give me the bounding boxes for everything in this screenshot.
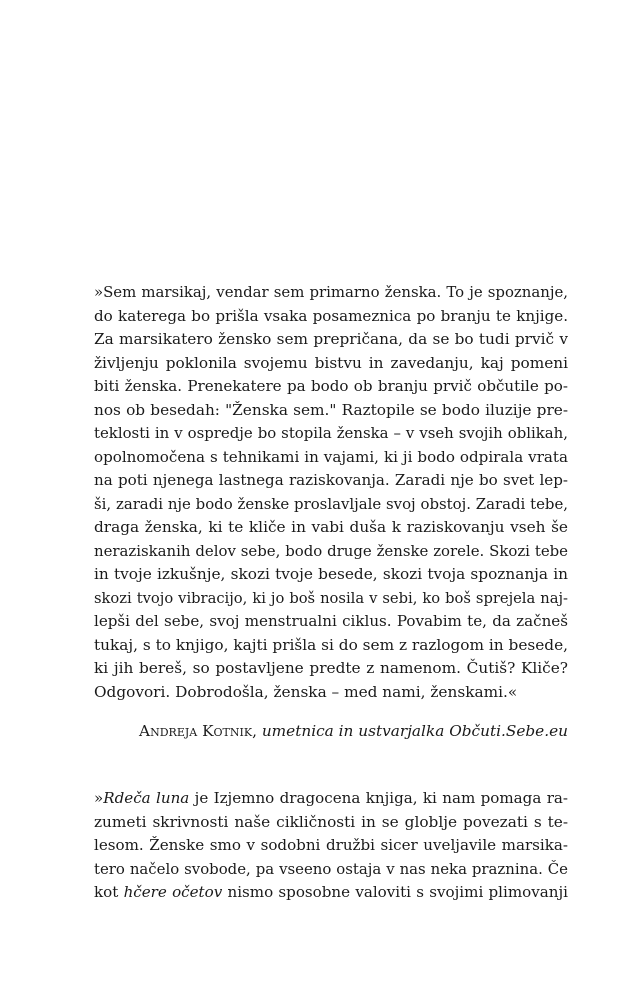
quote-line: opolnomočena s tehnikami in vajami, ki ji bodo odpirala vrata: [94, 447, 568, 466]
attribution-separator: ,: [252, 722, 262, 740]
quote-text: nismo sposobne valoviti s svojimi plimovanji: [222, 883, 568, 901]
quote-line: »Sem marsikaj, vendar sem primarno ženska. To je spoznanje,: [94, 283, 568, 301]
emphasis-text: hčere očetov: [123, 883, 223, 901]
quote-line: lepši del sebe, svoj menstrualni ciklus. Povabim te, da začneš: [94, 612, 568, 630]
quote-line: nos ob besedah: "Ženska sem." Raztopile se bodo iluzije pre-: [94, 400, 568, 419]
quote-line: skozi tvojo vibracijo, ki jo boš nosila v sebi, ko boš sprejela naj-: [94, 589, 568, 607]
quote-line: lesom. Ženske smo v sodobni družbi sicer uveljavile marsika-: [94, 836, 568, 854]
quote-line: do katerega bo prišla vsaka posameznica po branju te knjige.: [94, 306, 568, 325]
quote-line: [94, 787, 568, 811]
author-role: umetnica in ustvarjalka Občuti.Sebe.eu: [261, 722, 568, 740]
quote-line: na poti njenega lastnega raziskovanja. Zaradi nje bo svet lep-: [94, 471, 568, 489]
quote-text: je Izjemno dragocena knjiga, ki nam pomaga ra-: [189, 789, 569, 807]
quote-line: življenju poklonila svojemu bistvu in zavedanju, kaj pomeni: [94, 353, 568, 372]
quote-line: [94, 881, 568, 905]
quote-open-mark: »: [94, 789, 104, 807]
quote-text: kot: [94, 883, 124, 901]
quote-line: in tvoje izkušnje, skozi tvoje besede, skozi tvoja spoznanja in: [94, 565, 568, 583]
quote-line: Za marsikatero žensko sem prepričana, da se bo tudi prvič v: [94, 330, 568, 348]
quote-line: biti ženska. Prenekatere pa bodo ob branju prvič občutile po-: [94, 377, 568, 395]
quote-line: draga ženska, ki te kliče in vabi duša k raziskovanju vseh še: [94, 518, 568, 536]
quote-line: zumeti skrivnosti naše cikličnosti in se globlje povezati s te-: [94, 812, 568, 831]
quote-line: ki jih bereš, so postavljene predte z namenom. Čutiš? Kliče?: [94, 659, 568, 677]
quote-line: teklosti in v ospredje bo stopila ženska – v vseh svojih oblikah,: [94, 424, 568, 442]
quote-line: ši, zaradi nje bodo ženske proslavljale svoj obstoj. Zaradi tebe,: [94, 494, 568, 513]
quote-rdeca-luna: [94, 787, 568, 905]
quote-line: tero načelo svobode, pa vseeno ostaja v nas neka praznina. Če: [94, 859, 568, 878]
book-title: Rdeča luna: [103, 789, 190, 807]
author-first-name: Andreja: [139, 722, 198, 740]
quote-attribution: [139, 720, 568, 744]
quote-kotnik: [94, 281, 568, 704]
quote-line: neraziskanih delov sebe, bodo druge ženske zorele. Skozi tebe: [94, 541, 568, 560]
quote-line: Odgovori. Dobrodošla, ženska – med nami, ženskami.«: [94, 682, 518, 701]
quote-line: tukaj, s to knjigo, kajti prišla si do sem z razlogom in besede,: [94, 635, 568, 654]
author-last-name: Kotnik: [202, 722, 253, 740]
